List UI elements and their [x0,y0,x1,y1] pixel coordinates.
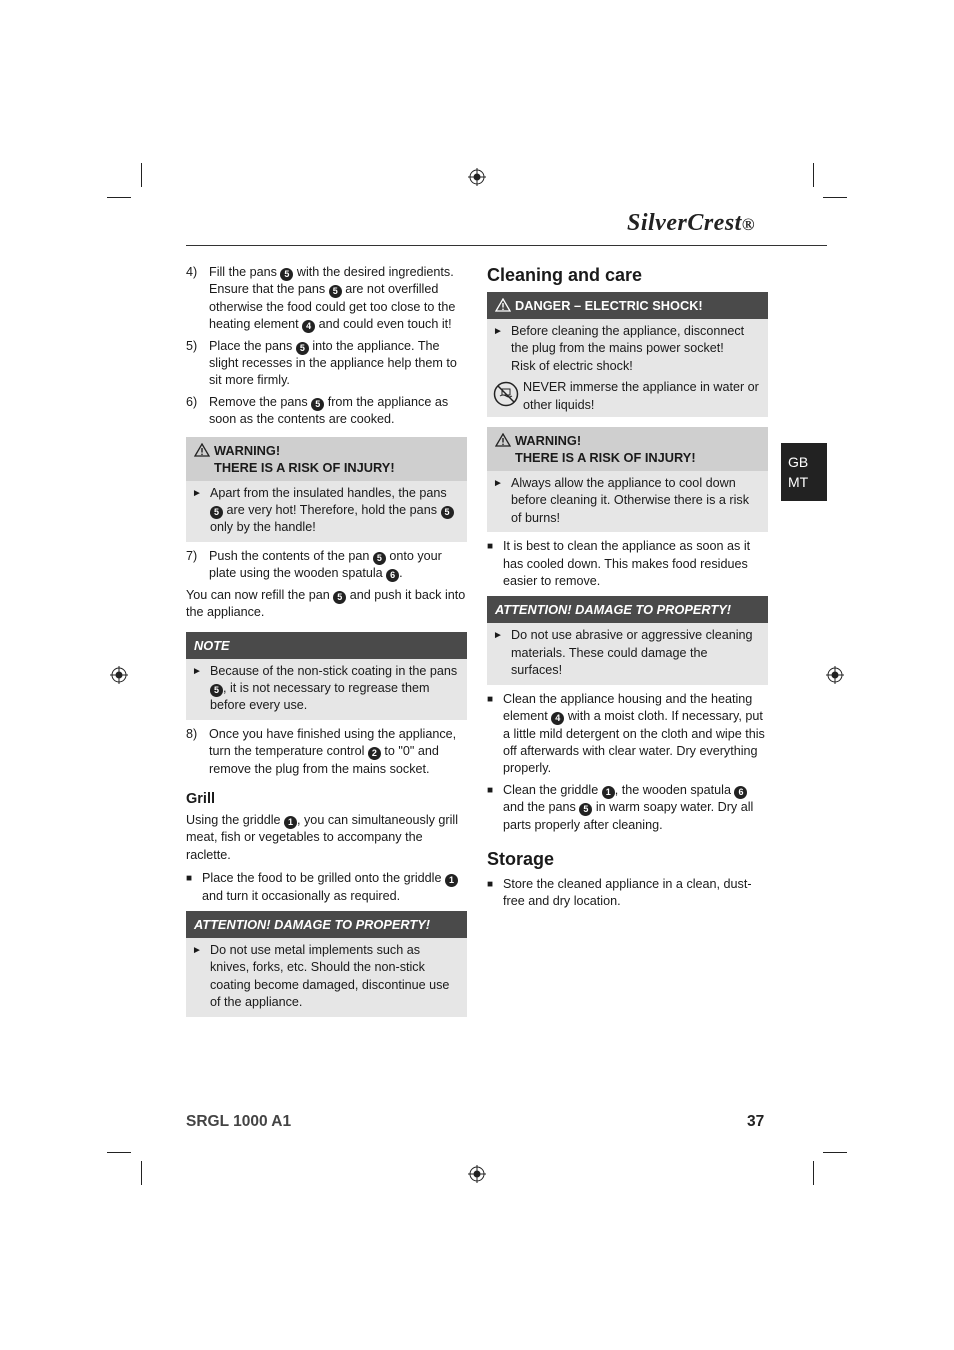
ref-number: 1 [602,786,615,799]
page-number: 37 [747,1113,765,1130]
cleaning-heading: Cleaning and care [487,265,643,285]
ref-number: 5 [441,506,454,519]
ref-number: 5 [296,342,309,355]
grill-heading: Grill [186,790,216,807]
grill-paragraph: Using the griddle 1 , you can simultaneously grill meat, fish or vegetables to accompany the raclette. [186,812,459,862]
clean-bullet-1: ■ It is best to clean the appliance as soon as it has cooled down. This makes food residues easier to remove. [487,538,768,590]
refill-paragraph: You can now refill the pan 5 and push it back into the appliance. [186,587,466,620]
brand-logo: SilverCrest® [627,210,756,236]
registration-mark-icon [110,666,128,684]
no-immersion-icon [493,381,519,407]
step-number: 5) [186,338,198,353]
crop-mark [107,1152,131,1153]
arrow-icon: ► [192,944,202,956]
ref-number: 5 [333,591,346,604]
warning-triangle-icon [495,433,511,447]
grill-bullet: ■ Place the food to be grilled onto the griddle 1 and turn it occasionally as required. [186,870,467,905]
storage-bullet: ■ Store the cleaned appliance in a clean, dust-free and dry location. [487,876,768,911]
crop-mark [813,163,814,187]
ref-number: 1 [284,816,297,829]
ref-number: 5 [280,268,293,281]
left-column [186,264,467,1023]
bullet-square-icon: ■ [487,541,494,553]
clean-bullet-2: ■ Clean the appliance housing and the heating element 4 with a moist cloth. If necessary, put a little mild detergent on the cloth and wipe this off afterwards with clear water. Dry everything properly. [487,691,768,778]
step-7: 7) Push the contents of the pan 5 onto your plate using the wooden spatula 6 . [186,548,467,583]
ref-number: 6 [734,786,747,799]
note-box: NOTE ► Because of the non-stick coating in the pans 5 , it is not necessary to regrease them before every use. [186,632,467,720]
crop-mark [141,1161,142,1185]
clean-bullet-3: ■ Clean the griddle 1 , the wooden spatula 6 and the pans 5 in warm soapy water. Dry all parts properly after cleaning. [487,782,768,834]
bullet-square-icon: ■ [487,784,494,796]
arrow-icon: ► [493,478,503,490]
arrow-icon: ► [493,326,503,337]
arrow-icon: ► [192,487,202,499]
step-number: 4) [186,265,198,279]
ref-number: 6 [386,569,399,582]
attention-header: ATTENTION! DAMAGE TO PROPERTY! [186,911,467,938]
right-column [487,264,768,915]
crop-mark [141,163,142,187]
warning-header: WARNING! THERE IS A RISK OF INJURY! [186,437,467,481]
ref-number: 5 [311,398,324,411]
crop-mark [823,1152,847,1153]
arrow-icon: ► [493,630,503,642]
ref-number: 5 [579,803,592,816]
registration-mark-icon [826,666,844,684]
attention-box: ATTENTION! DAMAGE TO PROPERTY! ► Do not use metal implements such as knives, forks, etc. Should the non-stick coating become damaged, discontinue use of the appliance. [186,911,467,1017]
ref-number: 5 [373,552,386,565]
attention-header: ATTENTION! DAMAGE TO PROPERTY! [487,596,768,623]
step-6: 6) Remove the pans 5 from the appliance as soon as the contents are cooked. [186,394,467,429]
ref-number: 5 [210,684,223,697]
tab-mt: MT [788,474,809,490]
step-number: 8) [186,726,198,741]
arrow-icon: ► [192,665,202,677]
registration-mark-icon [468,1165,486,1183]
danger-box: DANGER – ELECTRIC SHOCK! ► Before cleaning the appliance, disconnect the plug from the mains power socket! Risk of electric shock! NEVER immerse the appliance in water or other liquids! [487,292,768,417]
language-tab [781,443,827,501]
attention-box: ATTENTION! DAMAGE TO PROPERTY! ► Do not use abrasive or aggressive cleaning materials. These could damage the surfaces! [487,596,768,684]
ref-number: 5 [210,506,223,519]
ref-number: 4 [551,712,564,725]
tab-gb: GB [788,454,809,470]
warning-triangle-icon [495,298,511,312]
warning-header: WARNING! THERE IS A RISK OF INJURY! [487,427,768,471]
bullet-square-icon: ■ [186,873,193,885]
step-number: 6) [186,394,198,409]
bullet-square-icon: ■ [487,693,494,705]
step-8: 8) Once you have finished using the appliance, turn the temperature control 2 to "0" and remove the plug from the mains socket. [186,726,467,778]
ref-number: 5 [329,285,342,298]
registration-mark-icon [468,168,486,186]
ref-number: 4 [302,320,315,333]
crop-mark [107,197,131,198]
header-rule [186,245,827,246]
storage-heading: Storage [487,848,555,869]
step-4: 4) Fill the pans 5 with the desired ingredients. Ensure that the pans 5 are not overfilled otherwise the food could get too close to the heating element 4 and could even touch it! [186,264,467,334]
danger-header: DANGER – ELECTRIC SHOCK! [487,292,768,319]
ref-number: 2 [368,747,381,760]
warning-box: WARNING! THERE IS A RISK OF INJURY! ► Always allow the appliance to cool down before cleaning it. Otherwise there is a risk of burns! [487,427,768,532]
bullet-square-icon: ■ [487,878,494,890]
step-5: 5) Place the pans 5 into the appliance. The slight recesses in the appliance help them to sit more firmly. [186,338,467,390]
footer-model: SRGL 1000 A1 [186,1113,292,1130]
ref-number: 1 [445,874,458,887]
warning-triangle-icon [194,443,210,457]
crop-mark [823,197,847,198]
step-number: 7) [186,548,198,563]
warning-box: WARNING! THERE IS A RISK OF INJURY! ► Apart from the insulated handles, the pans 5 are very hot! Therefore, hold the pans 5 only by the handle! [186,437,467,542]
crop-mark [813,1161,814,1185]
note-header: NOTE [186,632,467,659]
